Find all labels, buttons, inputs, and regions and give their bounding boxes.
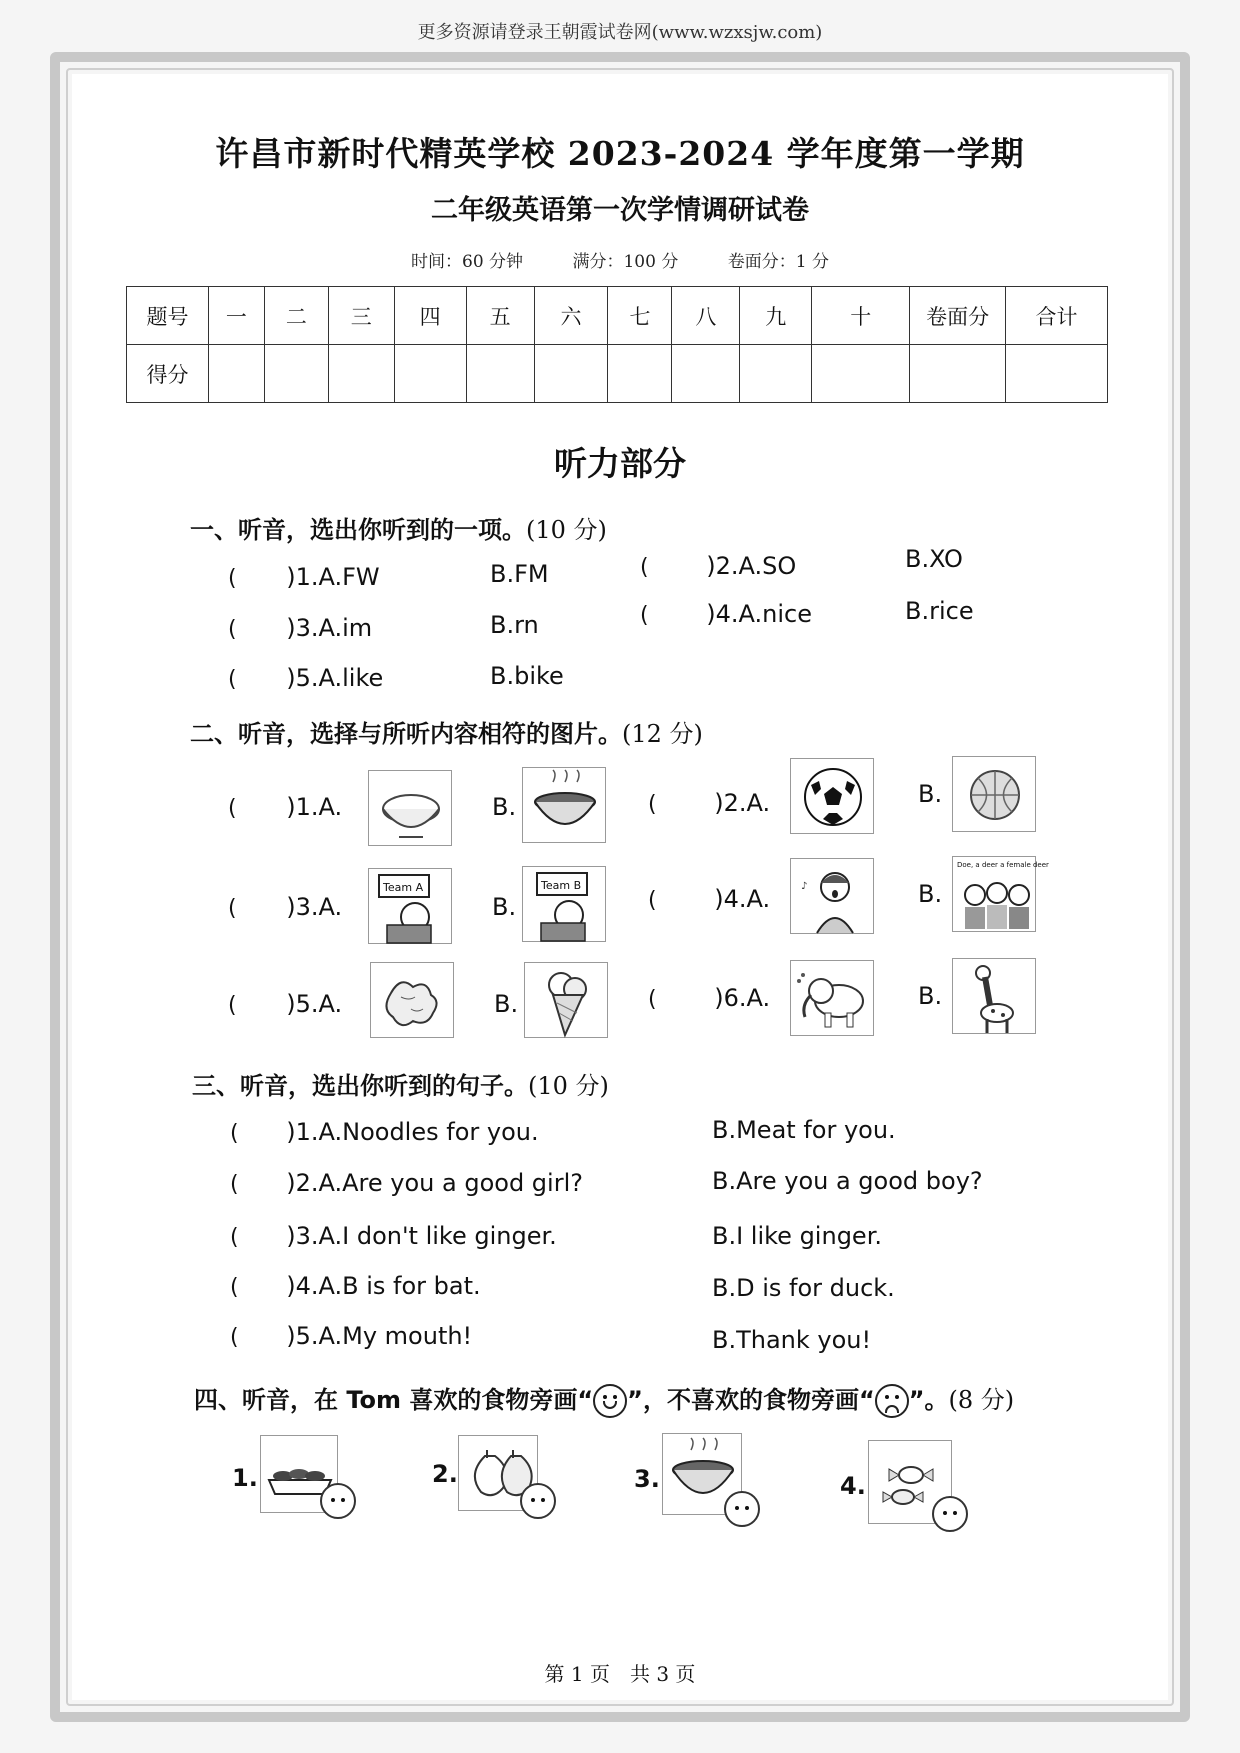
score-header-cell: 一 [208, 287, 264, 345]
q1-option-a: A.FW [318, 563, 380, 591]
q3-item-num: )1. [286, 1118, 319, 1146]
answer-bracket[interactable]: ( [228, 796, 237, 821]
q4-item-num: 1. [232, 1464, 258, 1492]
q2-item-6 [648, 984, 770, 1012]
score-header-cell: 五 [466, 287, 534, 345]
score-header-cell: 二 [264, 287, 328, 345]
q1-item-4 [640, 600, 812, 628]
q2-option-b: B. [494, 990, 519, 1018]
q3-option-a: A.Noodles for you. [318, 1118, 539, 1146]
q1-item-num: )5. [286, 664, 319, 692]
children-singing-caption: Doe, a deer a female deer [957, 861, 1049, 869]
score-cell[interactable] [910, 345, 1006, 403]
q4-item-num: 3. [634, 1465, 660, 1493]
score-cell[interactable] [1006, 345, 1108, 403]
q2-option-a: A. [318, 893, 343, 921]
q3-option-a: A.I don't like ginger. [318, 1222, 557, 1250]
score-table [126, 286, 1108, 403]
exam-time: 时间：60 分钟 [411, 252, 524, 272]
ginger-icon [370, 962, 454, 1038]
q1-item-3 [228, 614, 372, 642]
q2-item-5 [228, 990, 342, 1018]
score-header-cell: 四 [394, 287, 466, 345]
q1-item-1 [228, 563, 380, 591]
team-b-label: Team B [541, 879, 582, 892]
team-b-sign-icon [522, 866, 606, 942]
q3-points: (10 分) [528, 1072, 609, 1100]
score-header-cell: 卷面分 [910, 287, 1006, 345]
answer-bracket[interactable]: ( [230, 1325, 239, 1350]
q2-item-num: )2. [714, 789, 747, 817]
answer-face-circle[interactable] [520, 1483, 556, 1519]
score-cell[interactable] [394, 345, 466, 403]
q1-option-a: A.nice [738, 600, 812, 628]
answer-bracket[interactable]: ( [230, 1275, 239, 1300]
q3-option-b: B.I like ginger. [712, 1222, 882, 1250]
q4-points: (8 分) [948, 1386, 1015, 1414]
exam-title: 许昌市新时代精英学校 2023-2024 学年度第一学期 [215, 134, 1025, 173]
q2-option-b: B. [492, 893, 517, 921]
header-note: 更多资源请登录王朝霞试卷网(www.wzxsjw.com) [417, 22, 823, 43]
q2-option-b: B. [492, 793, 517, 821]
exam-full-score: 满分：100 分 [572, 252, 679, 272]
rice-bowl-icon [368, 770, 452, 846]
ice-cream-icon [524, 962, 608, 1038]
q2-item-num: )4. [714, 885, 747, 913]
q2-item-2 [648, 789, 770, 817]
basketball-icon [952, 756, 1036, 832]
q2-heading [190, 714, 703, 749]
q4-item-num: 2. [432, 1460, 458, 1488]
score-header-cell: 三 [328, 287, 394, 345]
q1-option-b: B.bike [490, 662, 564, 690]
score-table-header-row [127, 287, 1108, 345]
score-cell[interactable] [264, 345, 328, 403]
score-header-cell: 题号 [127, 287, 209, 345]
q3-option-a: A.Are you a good girl? [318, 1169, 583, 1197]
q2-points: (12 分) [622, 720, 703, 748]
q2-item-num: )5. [286, 990, 319, 1018]
q3-item-num: )3. [286, 1222, 319, 1250]
q3-option-b: B.Thank you! [712, 1326, 872, 1354]
q2-option-b: B. [918, 880, 943, 908]
q1-item-num: )2. [706, 552, 739, 580]
q1-option-a: A.SO [738, 552, 797, 580]
q1-option-b: B.XO [905, 545, 963, 573]
exam-neatness-score: 卷面分：1 分 [727, 252, 829, 272]
q3-item-num: )2. [286, 1169, 319, 1197]
score-header-cell: 十 [812, 287, 910, 345]
q4-item-num: 4. [840, 1472, 866, 1500]
q2-option-b: B. [918, 982, 943, 1010]
sad-face-icon [875, 1384, 909, 1418]
boy-singing-icon [790, 858, 874, 934]
q1-option-a: A.im [318, 614, 373, 642]
answer-bracket[interactable]: ( [228, 667, 237, 692]
answer-bracket[interactable]: ( [640, 603, 649, 628]
answer-bracket[interactable]: ( [648, 987, 657, 1012]
page-footer: 第 1 页 共 3 页 [544, 1662, 696, 1686]
q3-option-b: B.D is for duck. [712, 1274, 895, 1302]
exam-meta [0, 247, 1240, 272]
score-cell[interactable] [740, 345, 812, 403]
answer-bracket[interactable]: ( [230, 1225, 239, 1250]
q1-option-a: A.like [318, 664, 384, 692]
answer-bracket[interactable]: ( [228, 993, 237, 1018]
q3-heading [192, 1066, 609, 1101]
q3-option-a: A.B is for bat. [318, 1272, 481, 1300]
children-singing-icon [952, 856, 1049, 932]
soccer-ball-icon [790, 758, 874, 834]
q2-heading-text: 二、听音，选择与所听内容相符的图片。 [190, 720, 622, 748]
q2-item-num: )3. [286, 893, 319, 921]
score-cell[interactable] [608, 345, 672, 403]
q1-item-5 [228, 664, 383, 692]
q1-item-num: )1. [286, 563, 319, 591]
svg-text:♪: ♪ [801, 881, 808, 892]
q2-item-num: )1. [286, 793, 319, 821]
answer-bracket[interactable]: ( [640, 555, 649, 580]
q3-item-1 [230, 1118, 539, 1146]
score-header-cell: 七 [608, 287, 672, 345]
q3-option-b: B.Are you a good boy? [712, 1167, 983, 1195]
q3-item-4 [230, 1272, 481, 1300]
score-row-label: 得分 [127, 345, 209, 403]
q3-item-num: )4. [286, 1272, 319, 1300]
score-header-cell: 合计 [1006, 287, 1108, 345]
q2-option-a: A. [746, 789, 771, 817]
q1-item-num: )4. [706, 600, 739, 628]
q3-option-a: A.My mouth! [318, 1322, 473, 1350]
exam-subtitle: 二年级英语第一次学情调研试卷 [431, 195, 809, 226]
q3-item-2 [230, 1169, 583, 1197]
q1-option-b: B.rn [490, 611, 539, 639]
answer-bracket[interactable]: ( [228, 617, 237, 642]
score-cell[interactable] [208, 345, 264, 403]
elephant-icon [790, 960, 874, 1036]
q1-option-b: B.FM [490, 560, 549, 588]
score-cell[interactable] [534, 345, 608, 403]
q2-item-3 [228, 893, 342, 921]
score-cell[interactable] [812, 345, 910, 403]
q2-option-a: A. [746, 984, 771, 1012]
q1-heading-text: 一、听音，选出你听到的一项。 [190, 516, 526, 544]
q1-item-num: )3. [286, 614, 319, 642]
answer-bracket[interactable]: ( [230, 1121, 239, 1146]
answer-bracket[interactable]: ( [230, 1172, 239, 1197]
q3-option-b: B.Meat for you. [712, 1116, 896, 1144]
q4-heading-part3: ”。 [908, 1386, 949, 1414]
q3-item-5 [230, 1322, 472, 1350]
q1-heading [190, 510, 607, 545]
q2-item-1 [228, 793, 342, 821]
team-a-sign-icon [368, 868, 452, 944]
q4-heading-part1: 四、听音，在 Tom 喜欢的食物旁画“ [194, 1386, 594, 1414]
noodle-bowl-icon [522, 767, 606, 843]
team-a-label: Team A [383, 881, 424, 894]
q1-option-b: B.rice [905, 597, 974, 625]
q1-item-2 [640, 552, 796, 580]
q2-item-num: )6. [714, 984, 747, 1012]
answer-face-circle[interactable] [724, 1491, 760, 1527]
score-header-cell: 八 [672, 287, 740, 345]
giraffe-icon [952, 958, 1036, 1034]
answer-bracket[interactable]: ( [648, 792, 657, 817]
q2-option-a: A. [318, 990, 343, 1018]
q2-option-a: A. [746, 885, 771, 913]
score-header-cell: 九 [740, 287, 812, 345]
score-table-score-row [127, 345, 1108, 403]
answer-face-circle[interactable] [320, 1483, 356, 1519]
q2-item-4 [648, 885, 770, 913]
score-cell[interactable] [672, 345, 740, 403]
smiley-face-icon [593, 1384, 627, 1418]
q2-option-b: B. [918, 780, 943, 808]
score-cell[interactable] [328, 345, 394, 403]
q4-heading [194, 1380, 1014, 1418]
q3-item-num: )5. [286, 1322, 319, 1350]
q1-points: (10 分) [526, 516, 607, 544]
q4-heading-part2: ”，不喜欢的食物旁画“ [627, 1386, 875, 1414]
q3-item-3 [230, 1222, 557, 1250]
answer-bracket[interactable]: ( [228, 566, 237, 591]
q2-option-a: A. [318, 793, 343, 821]
answer-bracket[interactable]: ( [648, 888, 657, 913]
listening-section-title: 听力部分 [554, 444, 686, 483]
score-header-cell: 六 [534, 287, 608, 345]
q3-heading-text: 三、听音，选出你听到的句子。 [192, 1072, 528, 1100]
answer-face-circle[interactable] [932, 1496, 968, 1532]
answer-bracket[interactable]: ( [228, 896, 237, 921]
score-cell[interactable] [466, 345, 534, 403]
